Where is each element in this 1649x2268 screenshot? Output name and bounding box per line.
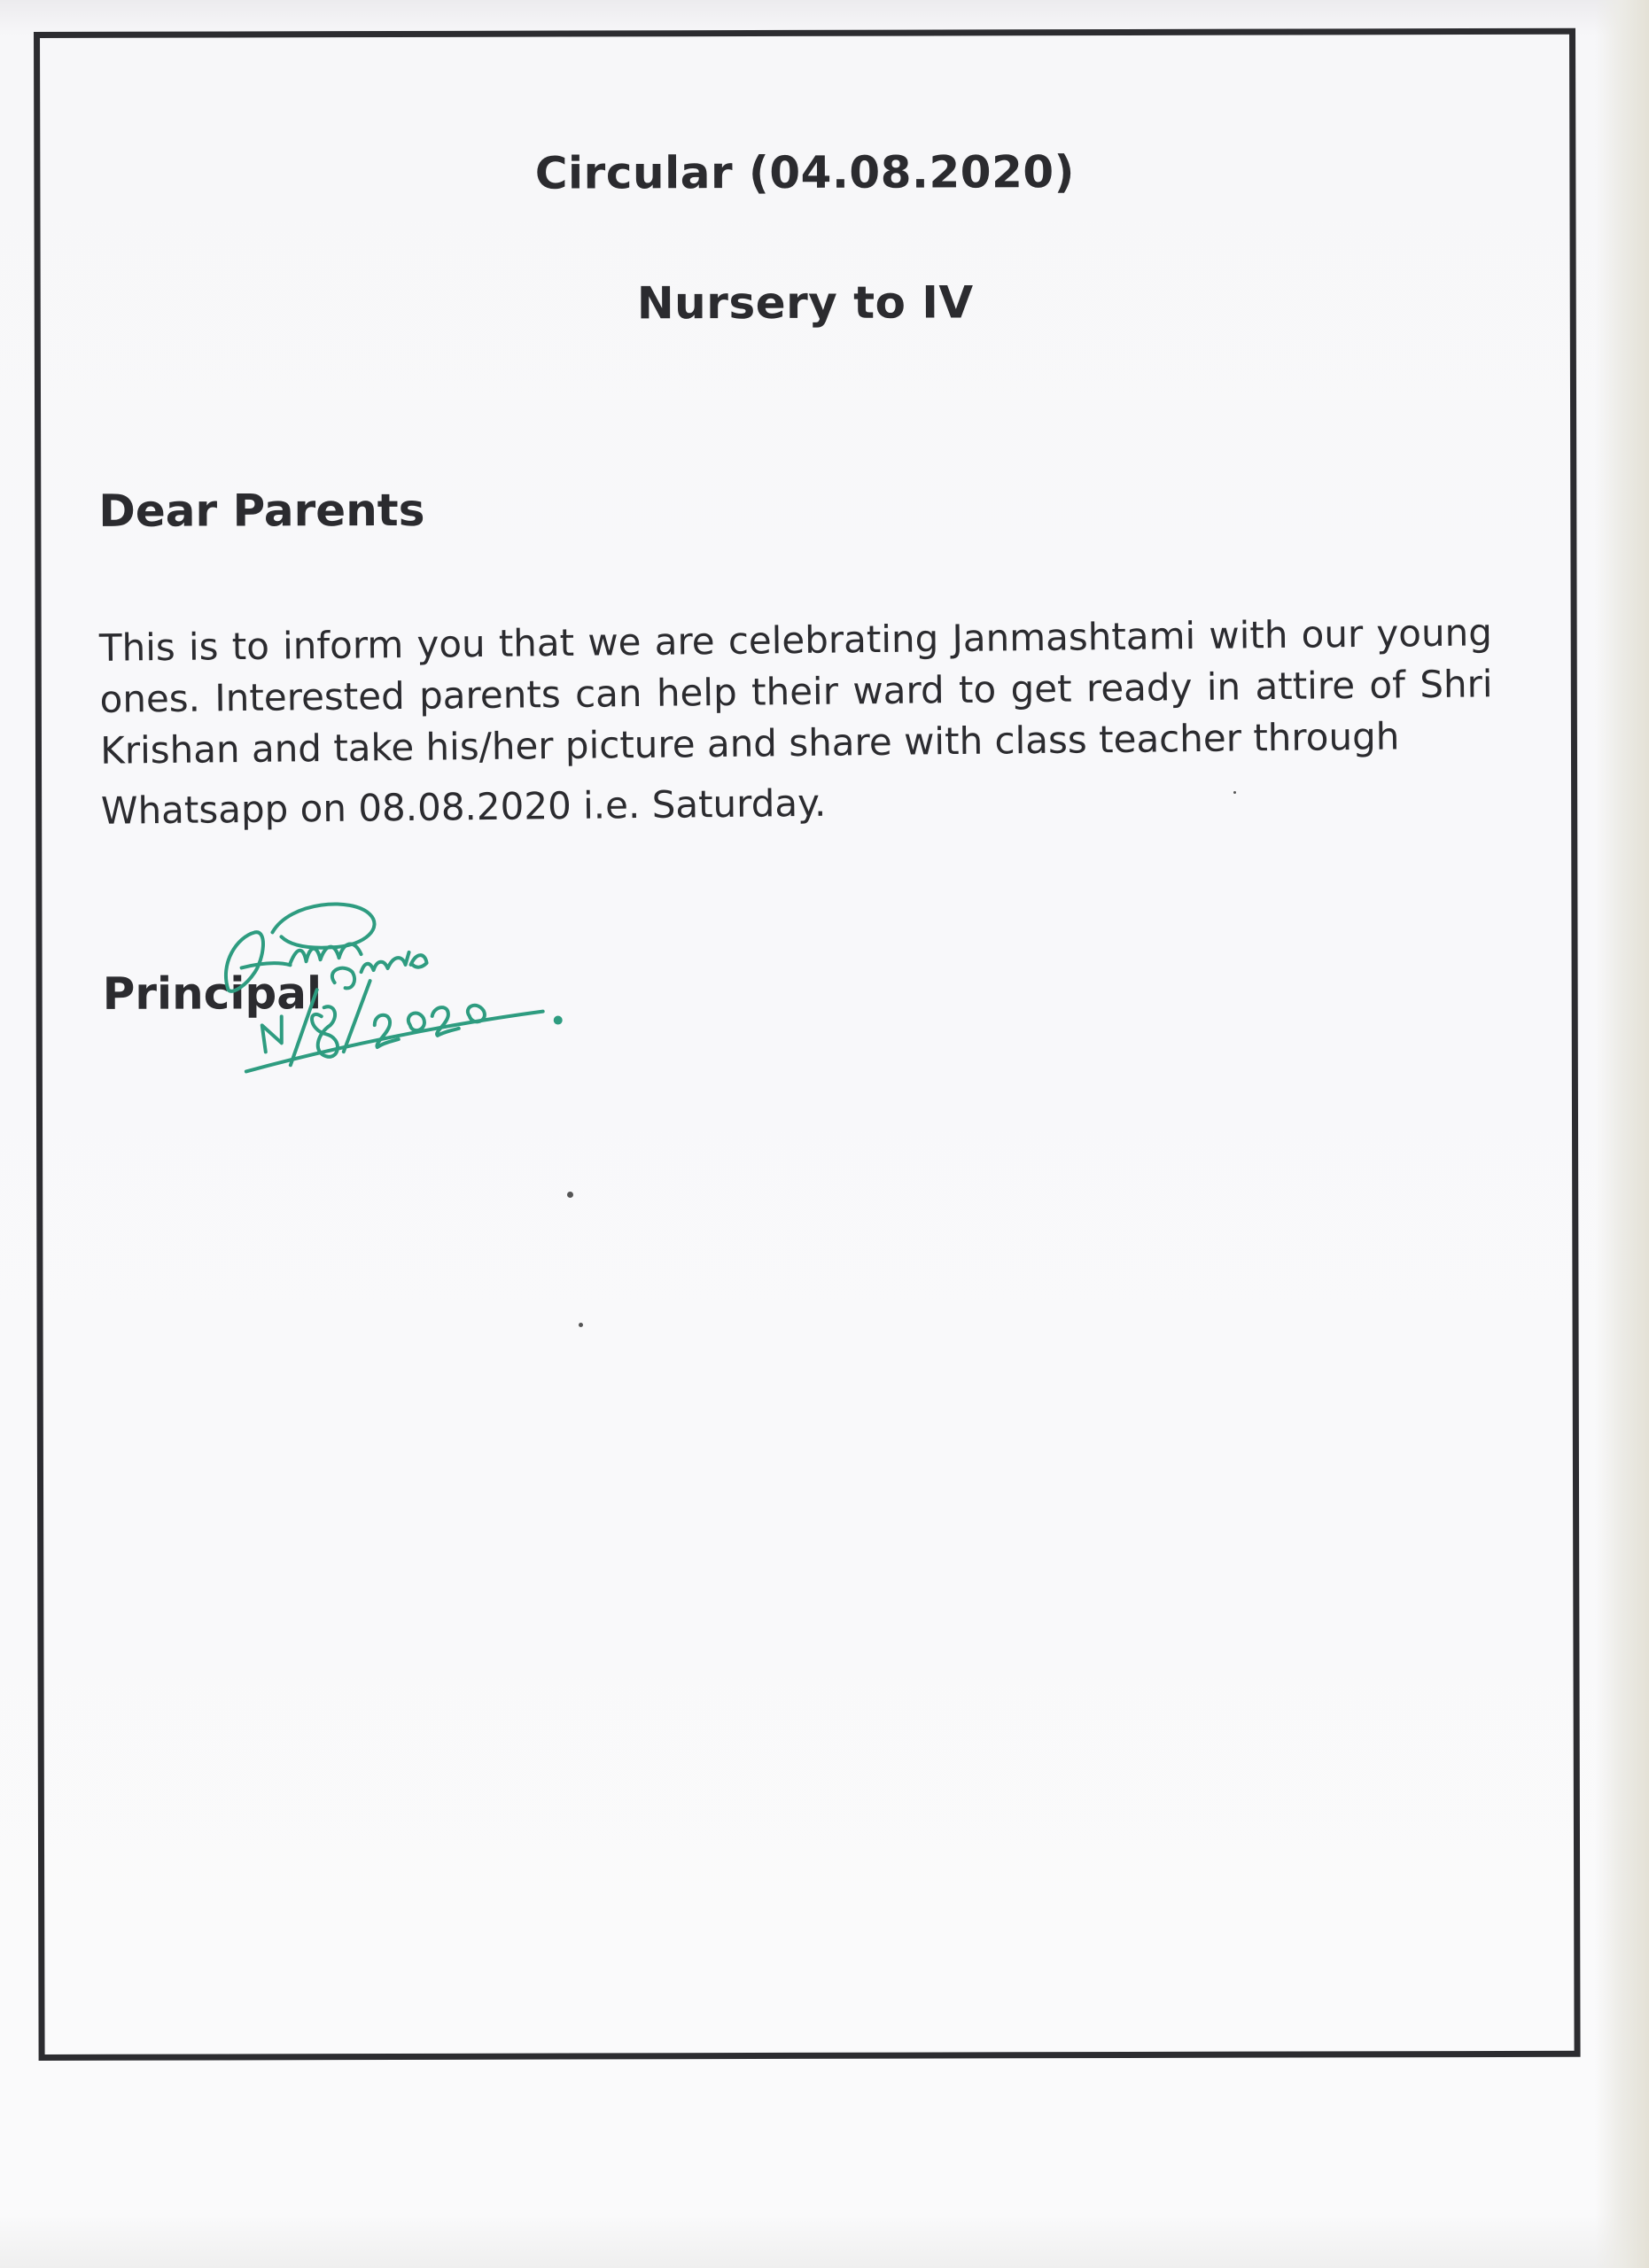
circular-classes: Nursery to IV [636, 276, 974, 330]
principal-signature [192, 882, 583, 1087]
scan-speck [1233, 791, 1236, 794]
document-border [34, 28, 1581, 2061]
body-paragraph: This is to inform you that we are celebrating Janmashtami with our young ones. Interested parents can help their ward to get ready in attire of Shri Krishan and take his/her picture and share with class teacher through [98, 610, 1493, 773]
scan-speck [579, 1323, 583, 1327]
salutation: Dear Parents [98, 484, 425, 537]
principal-label: Principal [102, 967, 323, 1020]
body-last-line: Whatsapp on 08.08.2020 i.e. Saturday. [100, 781, 827, 833]
circular-body [99, 607, 1495, 837]
scan-speck [567, 1192, 573, 1198]
circular-title: Circular (04.08.2020) [534, 146, 1076, 199]
